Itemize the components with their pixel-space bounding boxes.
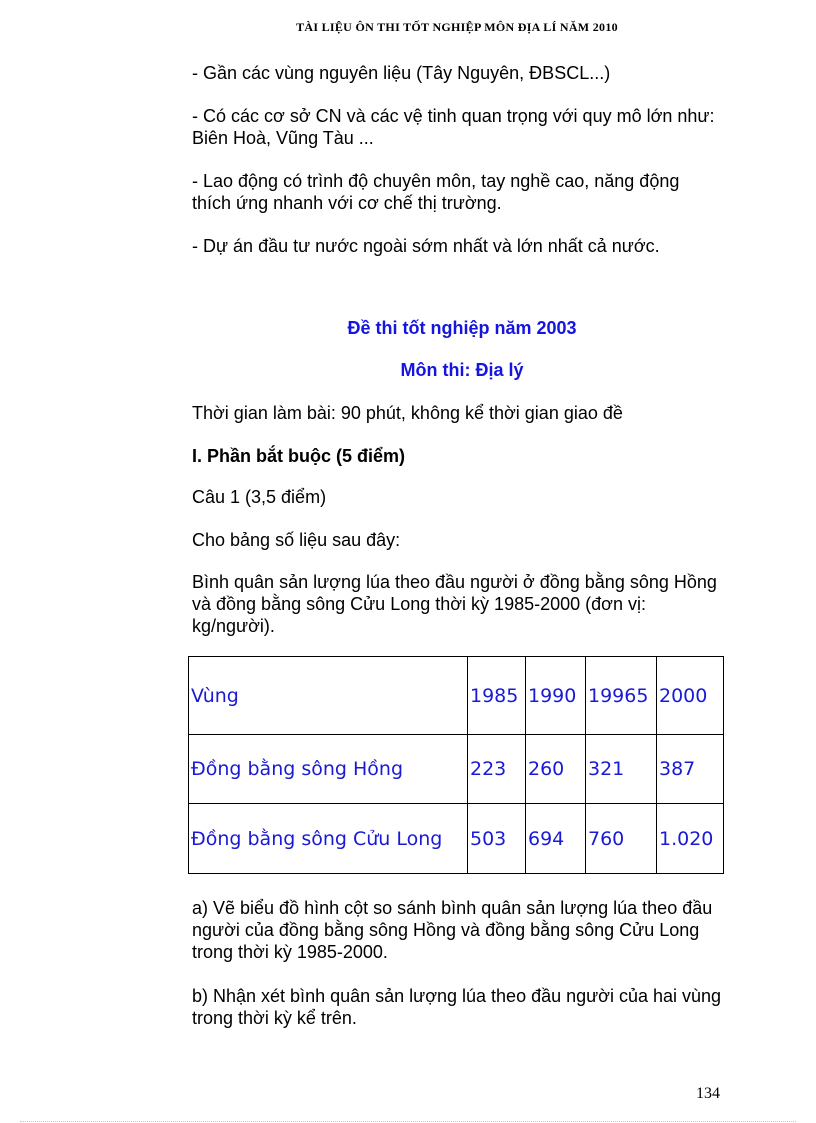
table-cell-region: Đồng bằng sông Hồng [189, 735, 468, 804]
rice-per-capita-table [188, 656, 724, 874]
exam-title: Đề thi tốt nghiệp năm 2003 [347, 318, 577, 338]
table-header-row [189, 657, 724, 735]
exam-subject: Môn thi: Địa lý [400, 360, 524, 380]
page-number: 134 [696, 1085, 720, 1102]
table-cell: 387 [657, 735, 724, 804]
section-heading: I. Phần bắt buộc (5 điểm) [192, 446, 406, 466]
table-cell: 1.020 [657, 804, 724, 874]
table-row [189, 804, 724, 874]
table-header-year: 1985 [468, 657, 526, 735]
table-cell: 321 [586, 735, 657, 804]
table-header-year: 19965 [586, 657, 657, 735]
table-header-year: 2000 [657, 657, 724, 735]
table-header-year: 1990 [526, 657, 586, 735]
question-part-a: a) Vẽ biểu đồ hình cột so sánh bình quân sản lượng lúa theo đầu người của đồng bằng sông Hồng và đồng bằng sông Cửu Long trong thời kỳ 1985-2000. [192, 898, 713, 962]
page-bottom-rule [20, 1121, 796, 1122]
table-intro: Cho bảng số liệu sau đây: [192, 530, 401, 550]
question-label: Câu 1 (3,5 điểm) [192, 487, 327, 507]
table-cell: 760 [586, 804, 657, 874]
table-header-region: Vùng [189, 657, 468, 735]
table-cell: 694 [526, 804, 586, 874]
bullet-raw-materials: - Gần các vùng nguyên liệu (Tây Nguyên, ĐBSCL...) [192, 63, 611, 83]
bullet-industrial-bases: - Có các cơ sở CN và các vệ tinh quan trọng với quy mô lớn như: Biên Hoà, Vũng Tàu ... [192, 106, 715, 148]
table-caption: Bình quân sản lượng lúa theo đầu người ở đồng bằng sông Hồng và đồng bằng sông Cửu Long thời kỳ 1985-2000 (đơn vị: kg/người). [192, 572, 717, 636]
exam-time: Thời gian làm bài: 90 phút, không kể thời gian giao đề [192, 403, 623, 423]
question-part-b: b) Nhận xét bình quân sản lượng lúa theo đầu người của hai vùng trong thời kỳ kể trên. [192, 986, 722, 1028]
bullet-labor: - Lao động có trình độ chuyên môn, tay nghề cao, năng động thích ứng nhanh với cơ chế thị trường. [192, 171, 680, 213]
table-cell: 223 [468, 735, 526, 804]
table-cell: 260 [526, 735, 586, 804]
bullet-foreign-investment: - Dự án đầu tư nước ngoài sớm nhất và lớn nhất cả nước. [192, 236, 660, 256]
table-cell-region: Đồng bằng sông Cửu Long [189, 804, 468, 874]
table-cell: 503 [468, 804, 526, 874]
running-header: TÀI LIỆU ÔN THI TỐT NGHIỆP MÔN ĐỊA LÍ NĂM 2010 [296, 20, 618, 34]
table-row [189, 735, 724, 804]
